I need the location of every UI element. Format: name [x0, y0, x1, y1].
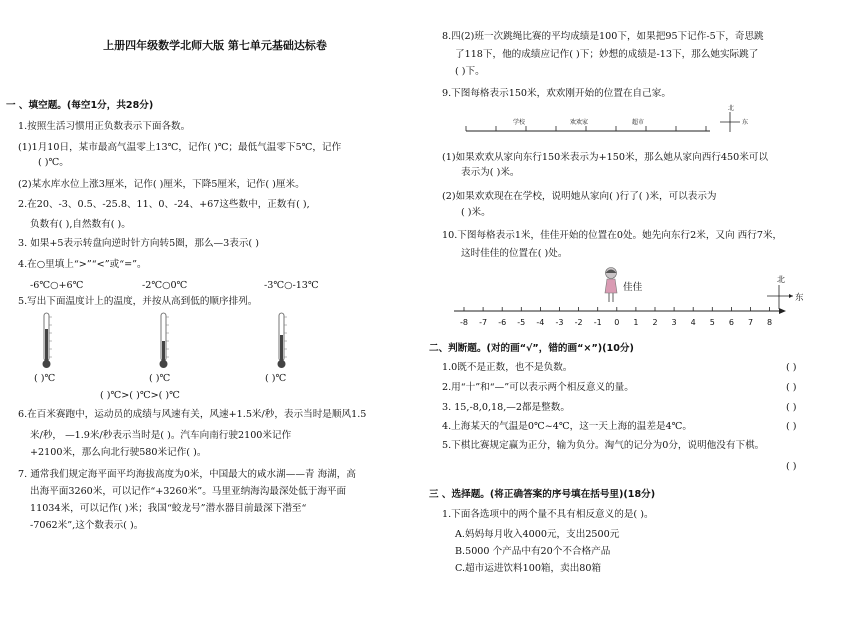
number-line-tick-label: -6 [498, 318, 507, 327]
q9-label-home: 欢欢家 [570, 119, 589, 126]
question-1-part-2: (2)某水库水位上涨3厘米，记作( )厘米，下降5厘米，记作( )厘米。 [18, 179, 305, 190]
choice-1-option-c: C.超市运进饮料100箱，卖出80箱 [455, 563, 602, 574]
number-line-tick-label: 0 [614, 318, 620, 327]
thermometer-3 [275, 311, 289, 371]
judge-2: 2.用“十”和“—”可以表示两个相反意义的量。 [442, 382, 634, 393]
judge-2-answer-blank: ( ) [786, 382, 797, 393]
question-7-line-3: 11034米，可以记作( )米；我国“蛟龙号”潜水器目前最深下潜至“ [30, 503, 307, 514]
thermometer-1 [40, 311, 54, 371]
choice-1: 1.下面各选项中的两个量不具有相反意义的是( )。 [442, 509, 654, 520]
question-10-line-2: 这时佳佳的位置在( )处。 [461, 248, 568, 259]
q9-label-supermarket: 超市 [632, 119, 645, 126]
judge-3-answer-blank: ( ) [786, 402, 797, 413]
number-line-tick-label: 4 [690, 318, 696, 327]
number-line-tick-label: 2 [652, 318, 658, 327]
section-judge-heading: 二、判断题。(对的画“√”，错的画“×”)(10分) [429, 343, 634, 354]
question-7-line-4: -7062米”,这个数表示( )。 [30, 520, 144, 531]
judge-5: 5.下棋比赛规定赢为正分，输为负分。淘气的记分为0分，说明他没有下棋。 [442, 440, 765, 451]
question-6-line-1: 6.在百米赛跑中，运动员的成绩与风速有关，风速+1.5米/秒，表示当时是顺风1.5 [18, 409, 367, 420]
q9-compass-east-label: 东 [742, 119, 749, 126]
number-line-tick-label: 8 [767, 318, 773, 327]
number-line-tick-label: 1 [633, 318, 639, 327]
q10-compass-east-label: 东 [795, 293, 804, 303]
question-8-line-2: 了118下，他的成绩应记作( )下；妙想的成绩是-13下，那么她实际跳了 [455, 49, 759, 60]
number-line-tick-label: 5 [709, 318, 715, 327]
compare-item-3: -3℃○-13℃ [264, 280, 319, 291]
question-1-part-1-line-1: (1)1月10日，某市最高气温零上13℃，记作( )℃；最低气温零下5℃，记作 [18, 142, 342, 153]
thermometer-3-blank: ( )℃ [265, 373, 287, 384]
q10-number-line [450, 302, 790, 332]
number-line-tick-label: -8 [460, 318, 468, 327]
number-line-tick-label: 7 [747, 318, 754, 327]
choice-1-option-a: A.妈妈每月收入4000元，支出2500元 [455, 529, 620, 540]
section-choice-heading: 三 、选择题。(将正确答案的序号填在括号里)(18分) [429, 489, 656, 500]
question-8-line-3: ( )下。 [455, 66, 485, 77]
question-6-line-2: 米/秒， —1.9米/秒表示当时是( )。汽车向南行驶2100米记作 [30, 430, 292, 441]
question-2-line-1: 2.在20、-3、0.5、-25.8、11、0、-24、+67这些数中，正数有( ), [18, 199, 310, 210]
choice-1-option-b: B.5000 个产品中有20个不合格产品 [455, 546, 611, 557]
number-line-tick-label: -2 [574, 318, 583, 327]
question-7-line-1: 7. 通常我们规定海平面平均海拔高度为0米，中国最大的咸水湖——青 海湖，高 [18, 469, 356, 480]
question-1: 1.按照生活习惯用正负数表示下面各数。 [18, 121, 191, 132]
girl-jiajia-figure [602, 266, 620, 306]
compare-item-2: -2℃○0℃ [142, 280, 188, 291]
compare-item-1: -6℃○+6℃ [30, 280, 84, 291]
question-7-line-2: 出海平面3260米，可以记作“+3260米”。马里亚纳海沟最深处低于海平面 [30, 486, 347, 497]
number-line-tick-label: -7 [479, 318, 488, 327]
judge-4-answer-blank: ( ) [786, 421, 797, 432]
thermometer-1-blank: ( )℃ [34, 373, 56, 384]
question-8-line-1: 8.四(2)班一次跳绳比赛的平均成绩是100下，如果把95下记作-5下，奇思跳 [442, 31, 764, 42]
q9-label-school: 学校 [513, 119, 526, 126]
judge-1: 1.0既不是正数，也不是负数。 [442, 362, 573, 373]
thermometer-2 [157, 311, 171, 371]
number-line-arrow [779, 308, 786, 314]
q10-compass-north-label: 北 [777, 275, 785, 284]
number-line-tick-label: -5 [517, 318, 526, 327]
judge-3: 3. 15,-8,0,18,—2都是整数。 [442, 402, 570, 413]
question-4: 4.在○里填上“>”“<”或“=”。 [18, 259, 147, 270]
thermometer-2-blank: ( )℃ [149, 373, 171, 384]
question-5: 5.写出下面温度计上的温度，并按从高到低的顺序排列。 [18, 296, 258, 307]
q9-compass-north-label: 北 [728, 105, 735, 112]
number-line-tick-label: -4 [536, 318, 545, 327]
temperature-order-blanks: ( )℃>( )℃>( )℃ [100, 390, 180, 401]
number-line-tick-label: -3 [555, 318, 564, 327]
question-1-part-1-line-2: ( )℃。 [38, 157, 69, 168]
question-9: 9.下图每格表示150米，欢欢刚开始的位置在自己家。 [442, 88, 671, 99]
girl-name-label: 佳佳 [623, 282, 643, 293]
question-10-line-1: 10.下图每格表示1米，佳佳开始的位置在0处。她先向东行2米，又向 西行7米， [442, 230, 783, 241]
judge-1-answer-blank: ( ) [786, 362, 797, 373]
question-2-line-2: 负数有( ),自然数有( )。 [30, 219, 131, 230]
question-9-part-2-line-2: ( )米。 [461, 207, 491, 218]
question-9-part-1-line-1: (1)如果欢欢从家向东行150米表示为+150米，那么她从家向西行450米可以 [442, 152, 768, 163]
judge-5-answer-blank: ( ) [786, 461, 797, 472]
question-9-part-1-line-2: 表示为( )米。 [461, 167, 520, 178]
number-line-tick-label: -1 [593, 318, 602, 327]
question-6-line-3: +2100米，那么向北行驶580米记作( )。 [30, 447, 207, 458]
question-9-part-2-line-1: (2)如果欢欢现在在学校，说明她从家向( )行了( )米，可以表示为 [442, 191, 717, 202]
section-fill-blank-heading: 一 、填空题。(每空1分，共28分) [6, 100, 154, 111]
number-line-tick-label: 6 [728, 318, 734, 327]
page-title: 上册四年级数学北师大版 第七单元基础达标卷 [103, 39, 327, 52]
judge-4: 4.上海某天的气温是0℃~4℃，这一天上海的温差是4℃。 [442, 421, 692, 432]
question-3: 3. 如果+5表示转盘向逆时针方向转5圈，那么—3表示( ) [18, 238, 259, 249]
number-line-tick-label: 3 [671, 318, 677, 327]
